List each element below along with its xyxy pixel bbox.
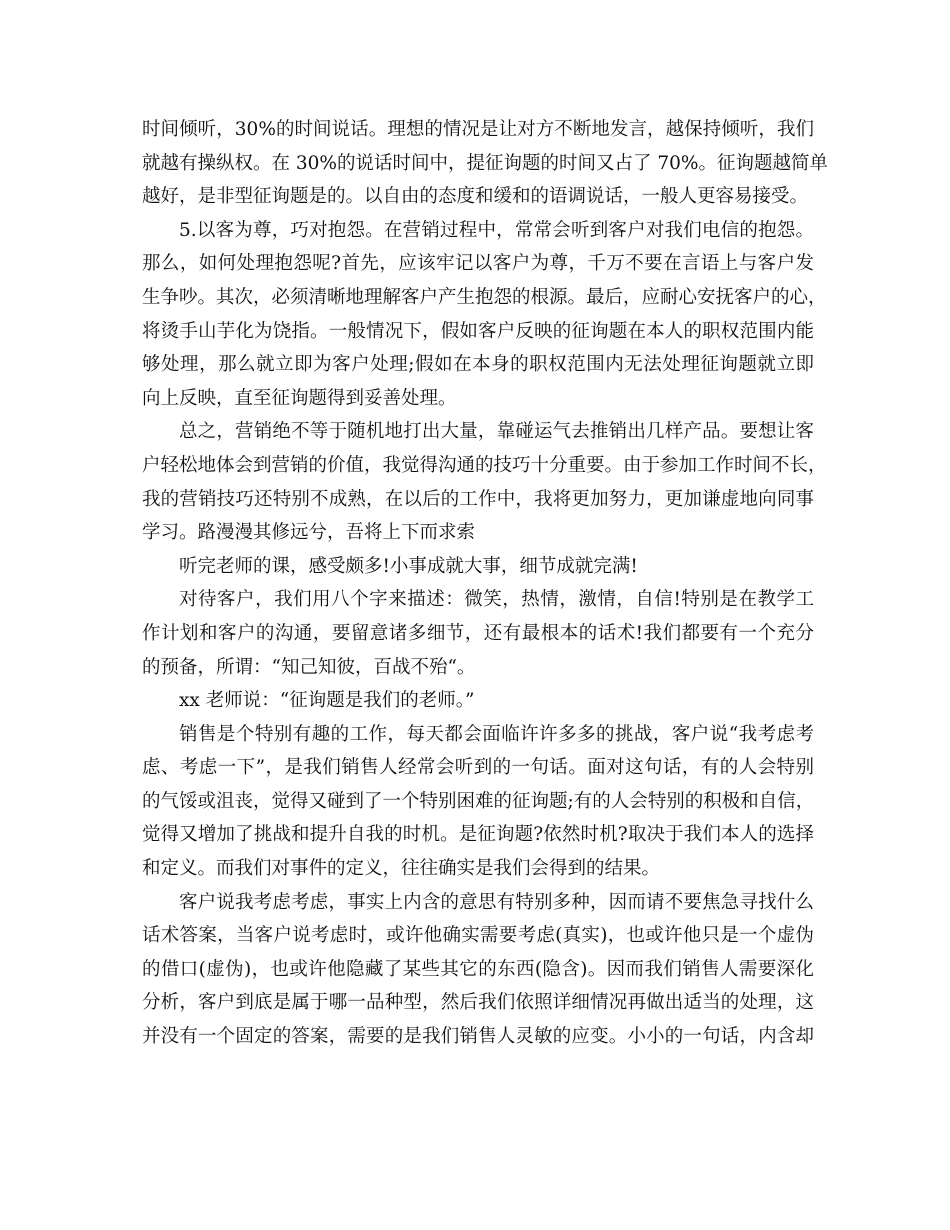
text-line: 作计划和客户的沟通，要留意诸多细节，还有最根本的话术!我们都要有一个充分 <box>142 622 814 644</box>
text-line: 总之，营销绝不等于随机地打出大量，靠碰运气去推销出几样产品。要想让客 <box>179 421 814 443</box>
text-line: 分析，客户到底是属于哪一品种型，然后我们依照详细情况再做出适当的处理，这 <box>142 992 814 1014</box>
text-line: 我的营销技巧还特别不成熟，在以后的工作中，我将更加努力，更加谦虚地向同事 <box>142 488 814 510</box>
text-line: 对待客户，我们用八个字来描述：微笑，热情，激情，自信!特别是在教学工 <box>179 589 814 611</box>
text-line: 客户说我考虑考虑，事实上内含的意思有特别多种，因而请不要焦急寻找什么 <box>179 891 814 913</box>
document-body <box>142 113 829 1054</box>
text-line: 够处理，那么就立即为客户处理;假如在本身的职权范围内无法处理征询题就立即 <box>142 354 814 376</box>
text-line: 学习。路漫漫其修远兮，吾将上下而求索 <box>142 522 476 544</box>
text-line: 和定义。而我们对事件的定义，往往确实是我们会得到的结果。 <box>142 858 661 880</box>
text-line: 的气馁或沮丧，觉得又碰到了一个特别困难的征询题;有的人会特别的积极和自信， <box>142 790 815 812</box>
text-line: 的借口(虚伪)，也或许他隐藏了某些其它的东西(隐含)。因而我们销售人需要深化 <box>142 958 814 980</box>
text-line: 听完老师的课，感受颇多!小事成就大事，细节成就完满! <box>179 555 638 577</box>
text-line: 并没有一个固定的答案，需要的是我们销售人灵敏的应变。小小的一句话，内含却 <box>142 1026 814 1048</box>
text-line: 那么，如何处理抱怨呢?首先，应该牢记以客户为尊，千万不要在言语上与客户发 <box>142 253 814 275</box>
text-line: 向上反映，直至征询题得到妥善处理。 <box>142 387 457 409</box>
text-line: 越好，是非型征询题是的。以自由的态度和缓和的语调说话，一般人更容易接受。 <box>142 186 809 208</box>
text-line: 销售是个特别有趣的工作，每天都会面临许许多多的挑战，客户说“我考虑考 <box>179 723 814 745</box>
text-line: 时间倾听，30%的时间说话。理想的情况是让对方不断地发言，越保持倾听，我们 <box>142 119 814 140</box>
text-line: 将烫手山芋化为饶指。一般情况下，假如客户反映的征询题在本人的职权范围内能 <box>142 320 814 342</box>
text-line: 话术答案，当客户说考虑时，或许他确实需要考虑(真实)，也或许他只是一个虚伪 <box>142 925 814 947</box>
text-line: xx 老师说：“征询题是我们的老师。” <box>179 690 475 712</box>
text-line: 虑、考虑一下”，是我们销售人经常会听到的一句话。面对这句话，有的人会特别 <box>142 757 814 779</box>
text-line: 觉得又增加了挑战和提升自我的时机。是征询题?依然时机?取决于我们本人的选择 <box>142 824 814 846</box>
text-line: 5.以客为尊，巧对抱怨。在营销过程中，常常会听到客户对我们电信的抱怨。 <box>179 219 814 241</box>
text-line: 就越有操纵权。在 30%的说话时间中，提征询题的时间又占了 70%。征询题越简单 <box>142 152 829 174</box>
text-line: 的预备，所谓：“知己知彼，百战不殆“。 <box>142 656 476 678</box>
text-line: 生争吵。其次，必须清晰地理解客户产生抱怨的根源。最后，应耐心安抚客户的心， <box>142 286 827 308</box>
text-line: 户轻松地体会到营销的价值，我觉得沟通的技巧十分重要。由于参加工作时间不长， <box>142 454 827 476</box>
